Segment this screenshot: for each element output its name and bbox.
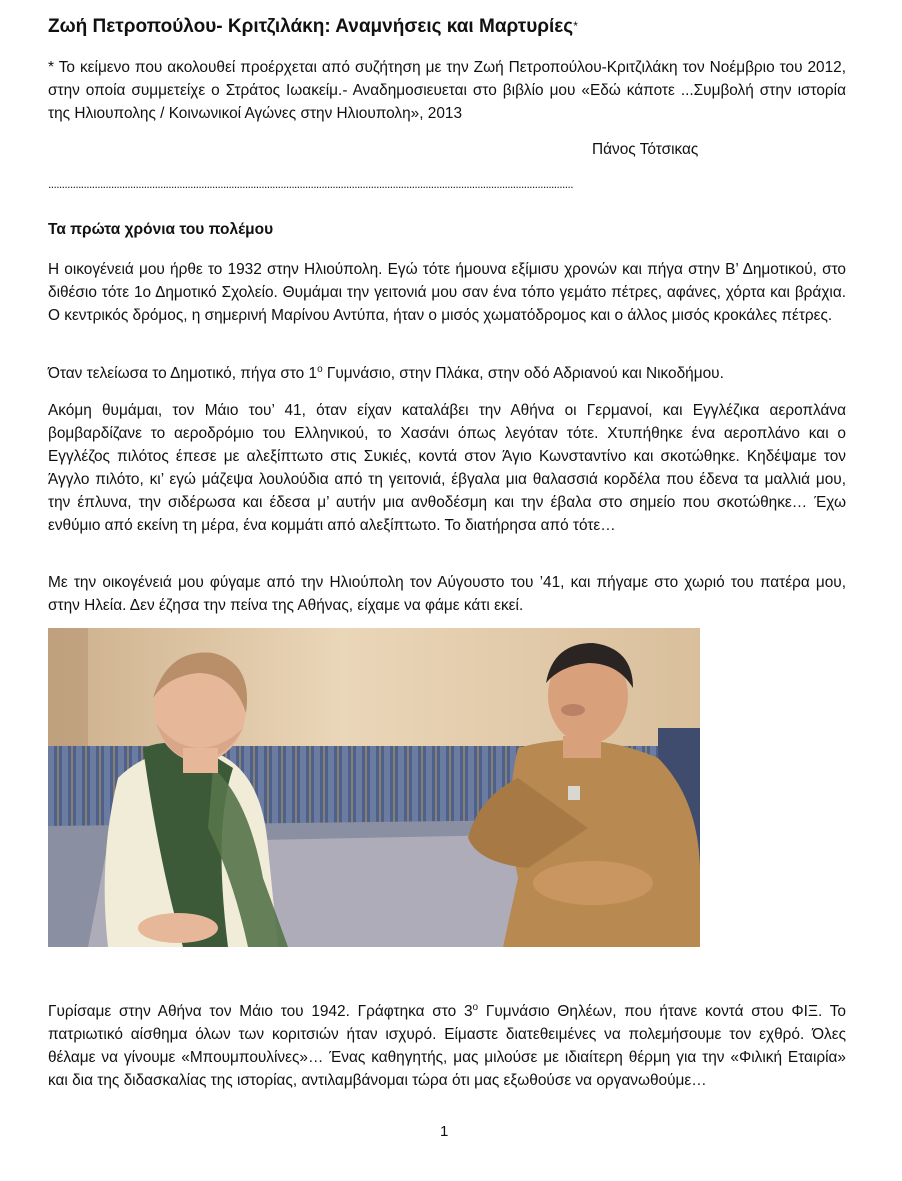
paragraph-1: Η οικογένειά μου ήρθε το 1932 στην Ηλιούπολη. Εγώ τότε ήμουνα εξίμισυ χρονών και πήγα στην Β’ Δημοτικού, στο διθέσιο τότε 1ο Δημοτικό Σχολείο. Θυμάμαι την γειτονιά μου σαν ένα τόπο γεμάτο πέτρες, αφάνες, χόρτα και βράχια. Ο κεντρικός δρόμος, η σημερινή Μαρίνου Αντύπα, ήταν ο μισός χωματόδρομος και ο άλλος μισός κροκάλες πέτρες. bbox=[48, 261, 846, 324]
document-title bbox=[48, 16, 578, 38]
paragraph-5 bbox=[48, 1000, 846, 1092]
ordinal-superscript: ο bbox=[317, 363, 323, 375]
ordinal-superscript-2: ο bbox=[472, 1001, 479, 1013]
author-name: Πάνος Τότσικας bbox=[592, 141, 699, 158]
document-title-text: Ζωή Πετροπούλου- Κριτζιλάκη: Αναμνήσεις και Μαρτυρίες bbox=[48, 16, 574, 37]
interview-photo bbox=[48, 628, 700, 947]
dotted-separator: ................................................................................................................................................................................................ bbox=[48, 178, 573, 190]
paragraph-5-end: Γυμνάσιο Θηλέων, που ήτανε κοντά στου ΦΙΞ. Το πατριωτικό αίσθημα όλων των κοριτσιών ήταν ισχυρό. Είμαστε διατεθειμένες να πολεμήσουμε τον εχθρό. Όλες θέλαμε να γίνουμε «Μπουμπουλίνες»… Ένας καθηγητής, μας μιλούσε με ιδιαίτερη θέρμη για την «Φιλική Εταιρία» και δια της διδασκαλίας της ιστορίας, αντιλαμβάνομαι τώρα ότι μας εξωθούσε να οργανωθούμε… bbox=[48, 1003, 846, 1089]
paragraph-5-start: Γυρίσαμε στην Αθήνα τον Μάιο του 1942. Γράφτηκα στο 3 bbox=[48, 1003, 473, 1020]
page-number: 1 bbox=[440, 1123, 449, 1140]
section-heading: Τα πρώτα χρόνια του πολέμου bbox=[48, 221, 274, 238]
paragraph-2-end: Γυμνάσιο, στην Πλάκα, στην οδό Αδριανού και Νικοδήμου. bbox=[322, 365, 724, 382]
paragraph-3: Ακόμη θυμάμαι, τον Μάιο του’ 41, όταν είχαν καταλάβει την Αθήνα οι Γερμανοί, και Εγγλέζικα αεροπλάνα βομβαρδίζανε το αεροδρόμιο του Ελληνικού, το Χασάνι όπως λεγόταν τότε. Χτυπήθηκε ένα αεροπλάνο και ο Εγγλέζος πιλότος έπεσε με αλεξίπτωτο στις Συκιές, κοντά στον Άγιο Κωνσταντίνο και σκοτώθηκε. Κηδέψαμε τον Άγγλο πιλότο, κι’ εγώ μάζεψα λουλούδια από τη γειτονιά, έβγαλα μια θαλασσιά κορδέλα που έδενα τα μαλλιά μου, την έπλυνα, την σιδέρωσα και έδεσα μ’ αυτήν μια ανθοδέσμη και την έβαλα στο σημείο που σκοτώθηκε… Έχω ενθύμιο από εκείνη τη μέρα, ένα κομμάτι από αλεξίπτωτο. Το διατήρησα από τότε… bbox=[48, 402, 846, 534]
paragraph-2 bbox=[48, 362, 846, 385]
paragraph-4: Με την οικογένειά μου φύγαμε από την Ηλιούπολη τον Αύγουστο του ’41, και πήγαμε στο χωριό του πατέρα μου, στην Ηλεία. Δεν έζησα την πείνα της Αθήνας, είχαμε να φάμε κάτι εκεί. bbox=[48, 574, 846, 614]
photo-illustration bbox=[48, 628, 700, 947]
paragraph-2-start: Όταν τελείωσα το Δημοτικό, πήγα στο 1 bbox=[48, 365, 318, 382]
footnote-paragraph: * Το κείμενο που ακολουθεί προέρχεται από συζήτηση με την Ζωή Πετροπούλου-Κριτζιλάκη τον Νοέμβριο του 2012, στην οποία συμμετείχε ο Στράτος Ιωακείμ.- Αναδημοσιευεται στο βιβλίο μου «Εδώ κάποτε ...Συμβολή στην ιστορία της Ηλιουπολης / Κοινωνικοί Αγώνες στην Ηλιουπολη», 2013 bbox=[48, 59, 846, 122]
title-footnote-mark: * bbox=[573, 19, 578, 33]
